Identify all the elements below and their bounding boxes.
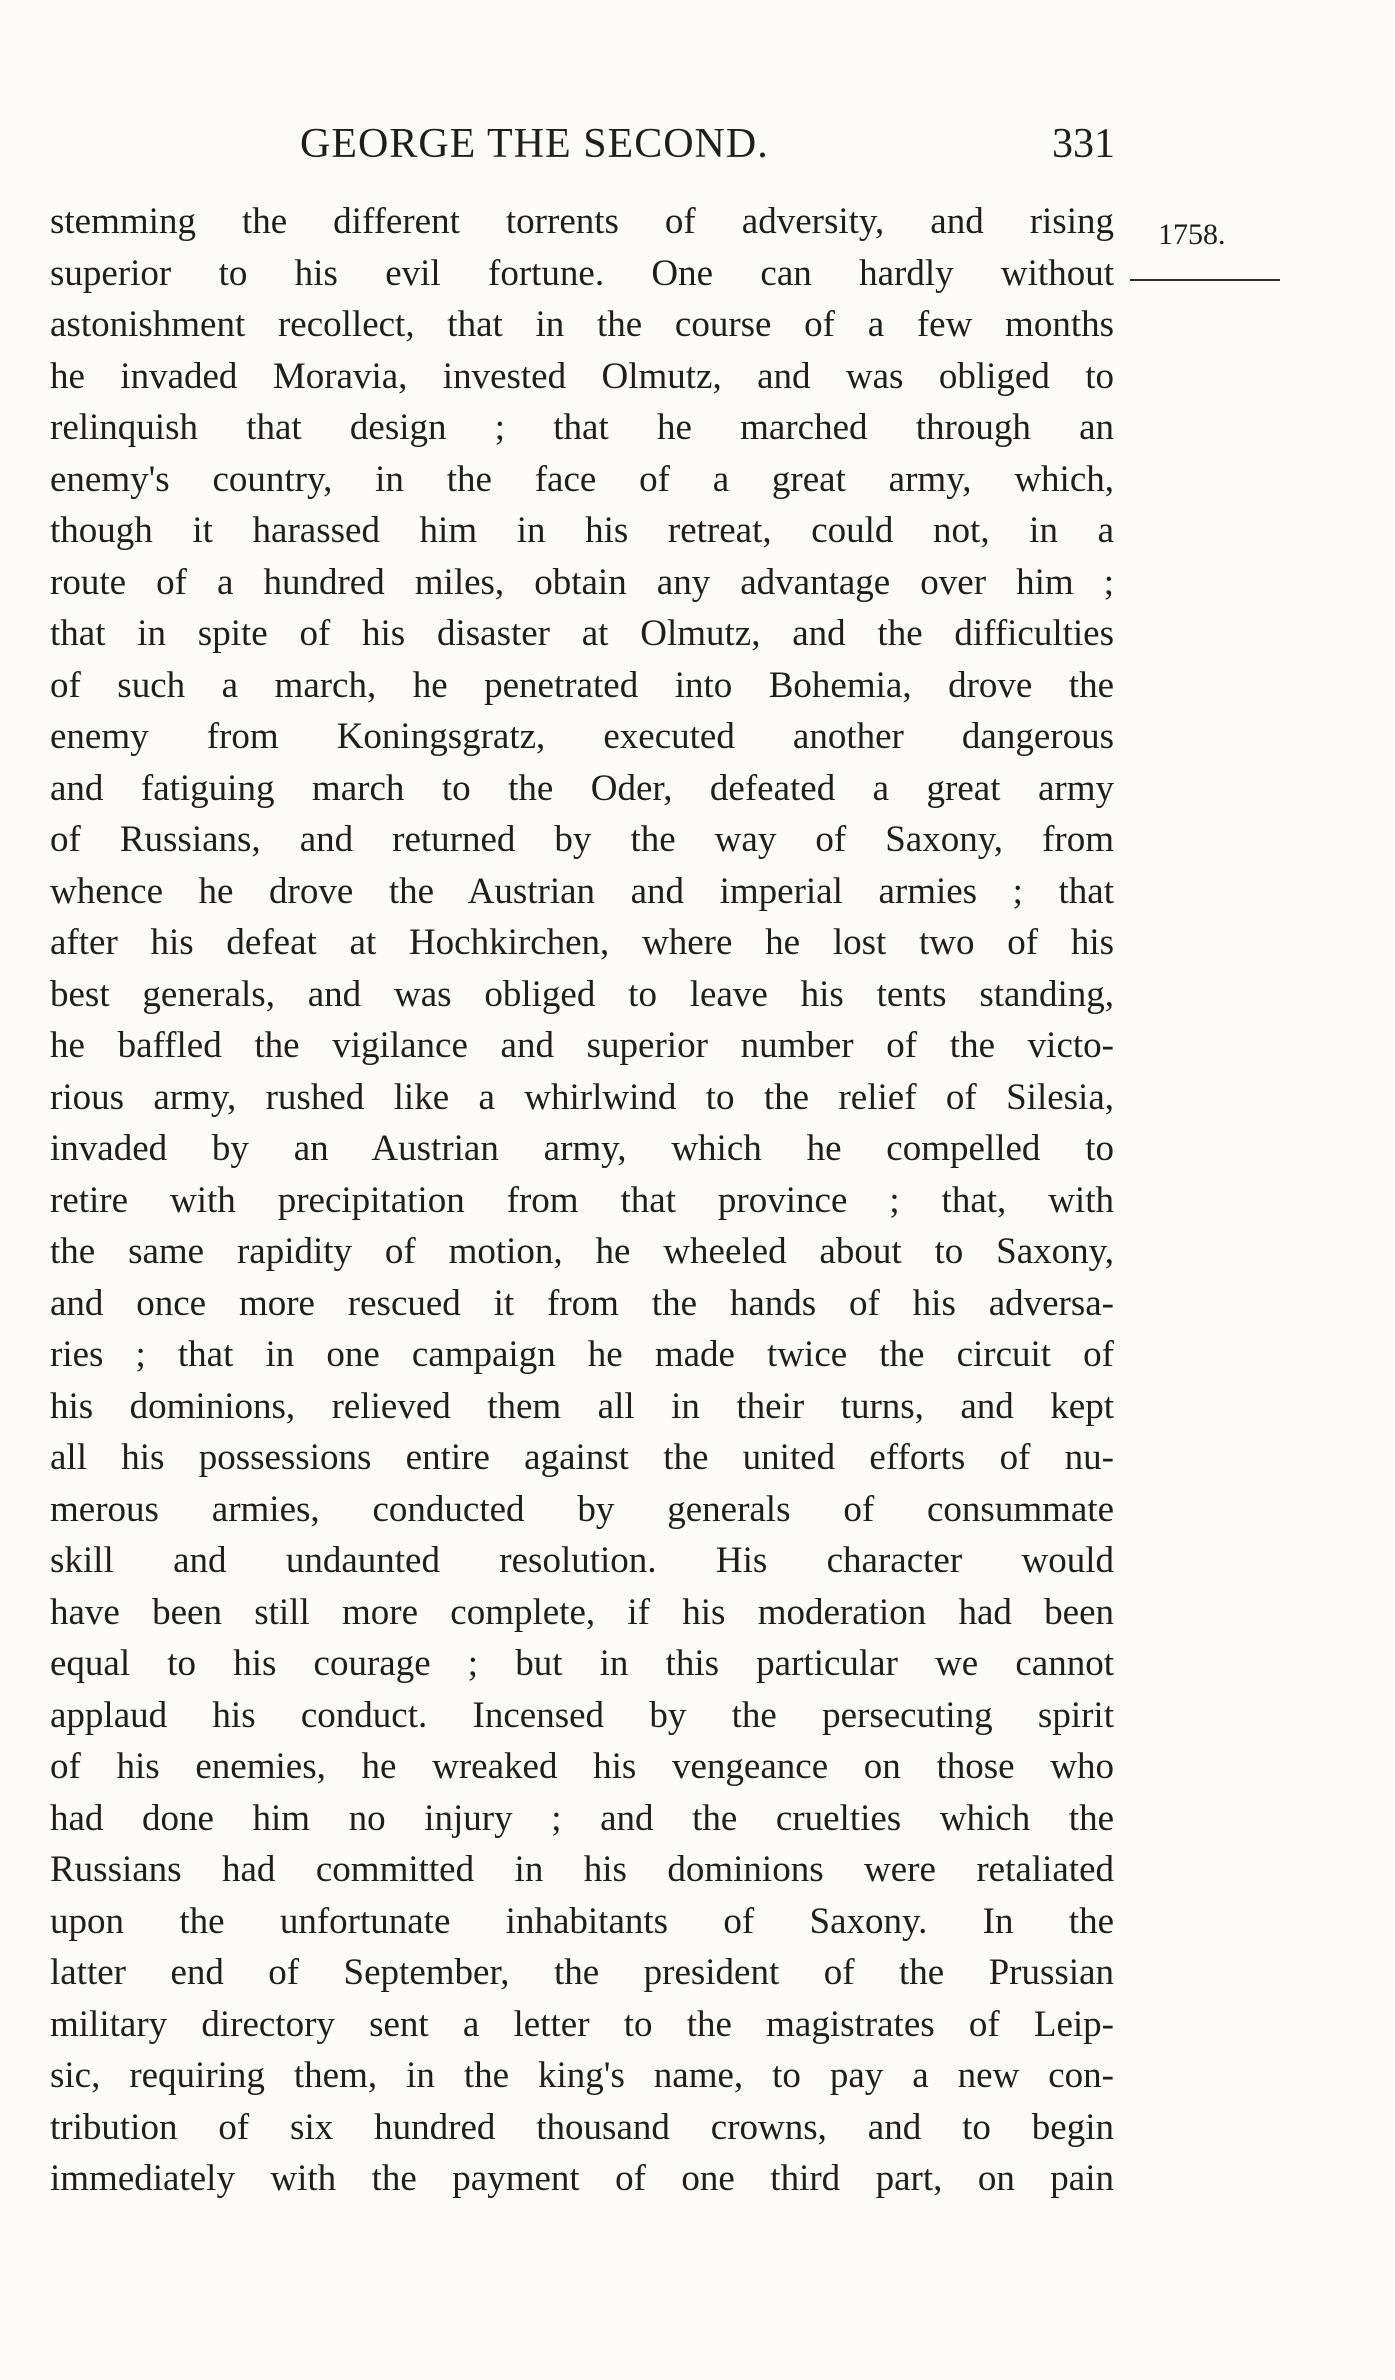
text-line: of Russians, and returned by the way of Saxony, from [50, 819, 1114, 860]
text-line: military directory sent a letter to the magistrates of Leip- [50, 2003, 1114, 2045]
text-line: he baffled the vigilance and superior number of the victo- [50, 1025, 1114, 1066]
text-line: of his enemies, he wreaked his vengeance on those who [50, 1746, 1114, 1787]
text-line: had done him no injury ; and the cruelties which the [50, 1797, 1114, 1839]
running-head [300, 120, 1115, 180]
text-line: route of a hundred miles, obtain any advantage over him ; [50, 561, 1114, 603]
text-line: the same rapidity of motion, he wheeled about to Saxony, [50, 1231, 1114, 1272]
text-line: and fatiguing march to the Oder, defeated a great army [50, 767, 1114, 809]
text-line: relinquish that design ; that he marched through an [50, 407, 1114, 448]
text-line: Russians had committed in his dominions were retaliated [50, 1849, 1114, 1890]
text-line: equal to his courage ; but in this particular we cannot [50, 1643, 1114, 1684]
text-line: tribution of six hundred thousand crowns, and to begin [50, 2106, 1114, 2148]
text-line: rious army, rushed like a whirlwind to the relief of Silesia, [50, 1076, 1114, 1118]
margin-year-note: 1758. [1158, 218, 1226, 251]
text-line: of such a march, he penetrated into Bohemia, drove the [50, 664, 1114, 706]
text-line: though it harassed him in his retreat, could not, in a [50, 510, 1114, 551]
text-line: best generals, and was obliged to leave his tents standing, [50, 973, 1114, 1015]
text-line: after his defeat at Hochkirchen, where he lost two of his [50, 922, 1114, 963]
text-line: have been still more complete, if his moderation had been [50, 1591, 1114, 1633]
margin-rule [1130, 279, 1280, 281]
text-line: his dominions, relieved them all in their turns, and kept [50, 1385, 1114, 1427]
text-line: upon the unfortunate inhabitants of Saxony. In the [50, 1900, 1114, 1942]
text-line: stemming the different torrents of adversity, and rising [50, 201, 1114, 242]
text-line: all his possessions entire against the united efforts of nu- [50, 1437, 1114, 1478]
text-line: sic, requiring them, in the king's name, to pay a new con- [50, 2055, 1114, 2096]
text-line: enemy from Koningsgratz, executed another dangerous [50, 716, 1114, 757]
text-line: ries ; that in one campaign he made twice the circuit of [50, 1334, 1114, 1375]
page-number: 331 [1052, 121, 1115, 167]
text-line: merous armies, conducted by generals of consummate [50, 1488, 1114, 1530]
text-line: superior to his evil fortune. One can hardly without [50, 252, 1114, 294]
body-text [50, 196, 1114, 2205]
running-title: GEORGE THE SECOND. [300, 121, 769, 167]
text-line: that in spite of his disaster at Olmutz, and the difficulties [50, 613, 1114, 654]
text-line: whence he drove the Austrian and imperial armies ; that [50, 870, 1114, 912]
text-line: and once more rescued it from the hands of his adversa- [50, 1282, 1114, 1324]
text-line: invaded by an Austrian army, which he compelled to [50, 1128, 1114, 1169]
text-line: astonishment recollect, that in the course of a few months [50, 304, 1114, 345]
text-line: he invaded Moravia, invested Olmutz, and was obliged to [50, 355, 1114, 397]
text-line: immediately with the payment of one third part, on pain [50, 2158, 1114, 2199]
text-line: enemy's country, in the face of a great army, which, [50, 458, 1114, 500]
text-line: applaud his conduct. Incensed by the persecuting spirit [50, 1694, 1114, 1736]
text-line: skill and undaunted resolution. His character would [50, 1540, 1114, 1581]
text-line: retire with precipitation from that province ; that, with [50, 1179, 1114, 1221]
text-line: latter end of September, the president of the Prussian [50, 1952, 1114, 1993]
